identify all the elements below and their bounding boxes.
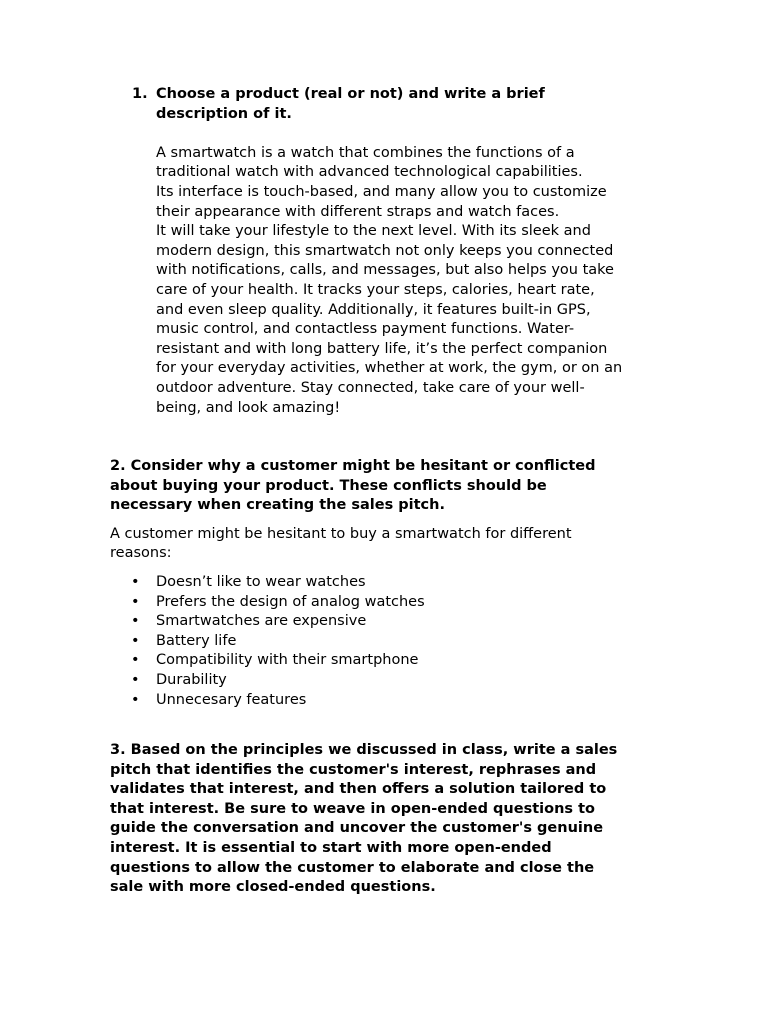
- bullet-icon: •: [131, 632, 140, 649]
- bullet-icon: •: [131, 613, 140, 630]
- hesitation-reasons-list: [110, 573, 670, 710]
- question-1-number: 1.: [132, 86, 148, 102]
- reason-text: Durability: [156, 671, 227, 688]
- reason-text: Prefers the design of analog watches: [156, 593, 425, 610]
- reason-text: Doesn’t like to wear watches: [156, 573, 366, 590]
- reason-text: Smartwatches are expensive: [156, 613, 367, 630]
- question-1-section: [156, 85, 666, 418]
- bullet-icon: •: [131, 671, 140, 688]
- question-3-heading: 3. Based on the principles we discussed in class, write a sales pitch that identifies the customer's interest, rephrases and validates that interest, and then offers a solution tailored to that interest. Be sure to weave in open-ended questions to guide the conversation and uncover the customer's genuine interest. It is essential to start with more open-ended questions to allow the customer to elaborate and close the sale with more closed-ended questions.: [110, 742, 618, 896]
- bullet-icon: •: [131, 691, 140, 708]
- question-2-heading: 2. Consider why a customer might be hesitant or conflicted about buying your product. These conflicts should be necessary when creating the sales pitch.: [110, 458, 596, 514]
- bullet-icon: •: [131, 652, 140, 669]
- list-item: [110, 612, 670, 632]
- product-description: A smartwatch is a watch that combines the functions of a traditional watch with advanced technological capabilities. Its interface is touch-based, and many allow you to customize their appearance with different straps and watch faces. It will take your lifestyle to the next level. With its sleek and modern design, this smartwatch not only keeps you connected with notifications, calls, and messages, but also helps you take care of your health. It tracks your steps, calories, heart rate, and even sleep quality. Additionally, it features built-in GPS, music control, and contactless payment functions. Water- resistant and with long battery life, it’s the perfect companion for your everyday activities, whether at work, the gym, or on an outdoor adventure. Stay connected, take care of your well- being, and look amazing!: [156, 144, 623, 416]
- reason-text: Battery life: [156, 632, 237, 649]
- reason-text: Unnecesary features: [156, 691, 307, 708]
- list-item: [110, 573, 670, 593]
- list-item: [110, 651, 670, 671]
- question-1-heading: Choose a product (real or not) and write a brief description of it.: [156, 86, 545, 122]
- list-item: [110, 593, 670, 613]
- list-item: [110, 691, 670, 711]
- list-item: [110, 671, 670, 691]
- hesitation-intro: A customer might be hesitant to buy a smartwatch for different reasons:: [110, 525, 572, 562]
- reason-text: Compatibility with their smartphone: [156, 652, 419, 669]
- bullet-icon: •: [131, 593, 140, 610]
- list-item: [110, 632, 670, 652]
- question-3-section: [110, 741, 670, 898]
- question-2-section: [110, 457, 670, 710]
- bullet-icon: •: [131, 573, 140, 590]
